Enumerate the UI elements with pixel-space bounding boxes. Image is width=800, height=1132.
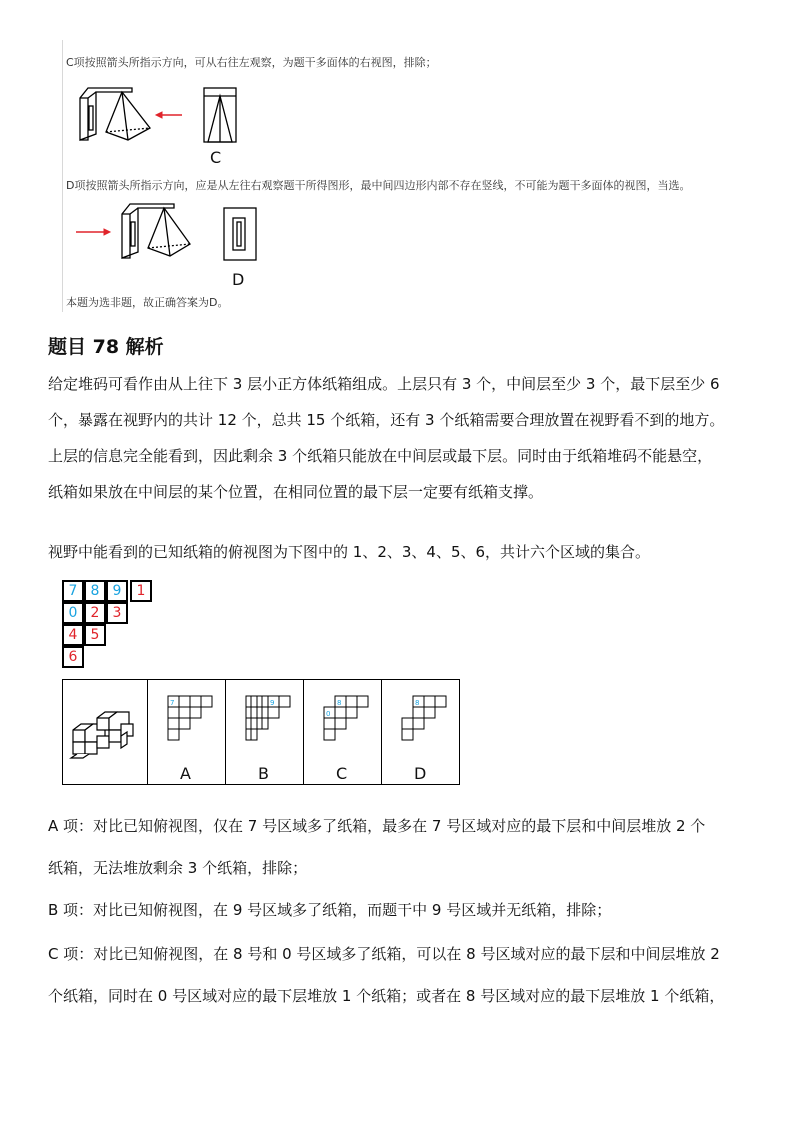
question-stack-panel (62, 679, 148, 785)
top-view-grid (62, 580, 162, 670)
grid-cell: 2 (84, 602, 106, 624)
analysis-line: B 项：对比已知俯视图，在 9 号区域多了纸箱，而题干中 9 号区域并无纸箱，排除； (48, 901, 612, 919)
mark-7: 7 (170, 699, 175, 707)
polyhedron-shape (80, 88, 150, 140)
option-d-note: D项按照箭头所指示方向，应是从左往右观察题干所得图形，最中间四边形内部不存在竖线，不可能为题干多面体的视图，当选。 (66, 179, 691, 192)
box-stack-drawing (63, 680, 149, 786)
option-c-label: C (210, 148, 222, 167)
conclusion-text: 本题为选非题，故正确答案为D。 (66, 296, 229, 309)
figure-option-label: A (180, 764, 191, 783)
mark-0: 0 (326, 710, 331, 718)
section-heading: 题目 78 解析 (48, 336, 164, 358)
paragraph-line: 给定堆码可看作由从上往下 3 层小正方体纸箱组成。上层只有 3 个，中间层至少 3 个，最下层至少 6 (48, 375, 720, 393)
grid-cell: 9 (106, 580, 128, 602)
arrow-right-icon (76, 229, 110, 235)
mark-9: 9 (270, 699, 275, 707)
grid-cell: 7 (62, 580, 84, 602)
grid-cell: 0 (62, 602, 84, 624)
paragraph-line: 上层的信息完全能看到，因此剩余 3 个纸箱只能放在中间层或最下层。同时由于纸箱堆码不能悬空， (48, 447, 713, 465)
grid-cell: 6 (62, 646, 84, 668)
grid-cell: 3 (106, 602, 128, 624)
right-view-shape (204, 88, 236, 142)
grid-cell: 1 (130, 580, 152, 602)
option-c-note: C项按照箭头所指示方向，可从右往左观察，为题干多面体的右视图，排除； (66, 56, 437, 69)
option-d-figure (70, 196, 270, 266)
grid-cell: 4 (62, 624, 84, 646)
paragraph-line: 视野中能看到的已知纸箱的俯视图为下图中的 1、2、3、4、5、6，共计六个区域的集合。 (48, 543, 651, 561)
arrow-left-icon (156, 112, 182, 118)
polyhedron-shape (122, 204, 190, 258)
analysis-line: A 项：对比已知俯视图，仅在 7 号区域多了纸箱，最多在 7 号区域对应的最下层和中间层堆放 2 个 (48, 817, 706, 835)
grid-cell: 8 (84, 580, 106, 602)
analysis-line: C 项：对比已知俯视图，在 8 号和 0 号区域多了纸箱，可以在 8 号区域对应的最下层和中间层堆放 2 (48, 945, 720, 963)
analysis-line: 个纸箱，同时在 0 号区域对应的最下层堆放 1 个纸箱；或者在 8 号区域对应的最下层堆放 1 个纸箱， (48, 987, 725, 1005)
paragraph-line: 纸箱如果放在中间层的某个位置，在相同位置的最下层一定要有纸箱支撑。 (48, 483, 544, 501)
figure-option-label: C (336, 764, 348, 783)
option-c-figure (70, 78, 250, 148)
mark-8: 8 (415, 699, 420, 707)
figure-option-label: B (258, 764, 269, 783)
view-shape (224, 208, 256, 260)
option-d-label: D (232, 270, 245, 289)
figure-option-label: D (414, 764, 427, 783)
mark-8: 8 (337, 699, 342, 707)
analysis-line: 纸箱，无法堆放剩余 3 个纸箱，排除； (48, 859, 308, 877)
quote-bar (62, 40, 63, 312)
grid-cell: 5 (84, 624, 106, 646)
paragraph-line: 个，暴露在视野内的共计 12 个，总共 15 个纸箱，还有 3 个纸箱需要合理放置在视野看不到的地方。 (48, 411, 725, 429)
